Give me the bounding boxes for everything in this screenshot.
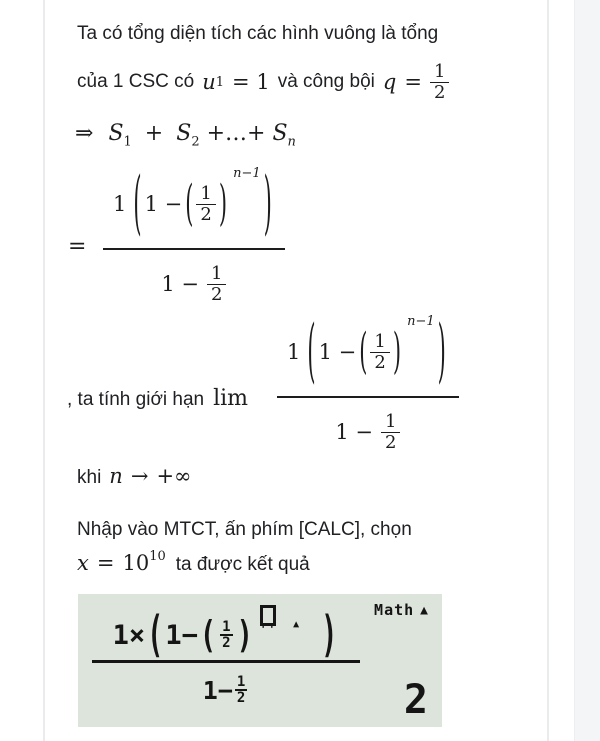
s2-subscript: 2 [191, 134, 200, 150]
left-page-border [43, 0, 45, 741]
lcd-denominator [203, 663, 250, 713]
half-numerator: 1 [374, 330, 386, 352]
var-n: n [109, 464, 123, 488]
var-x: x [77, 551, 89, 575]
lcd-one-minus: 1− [202, 675, 233, 705]
var-s1: S [108, 121, 124, 146]
one-half-fraction [207, 264, 226, 305]
calculator-screenshot [78, 594, 442, 727]
paragraph-1-line-2 [77, 54, 449, 110]
one-minus: 1 − [144, 192, 183, 216]
plus-sign: + [144, 121, 164, 146]
lcd-tick-marks: '' [259, 622, 278, 636]
lcd-half-numerator: 1 [236, 674, 246, 690]
lcd-one-half [220, 620, 232, 650]
big-right-paren: ) [437, 310, 446, 390]
half-numerator: 1 [385, 410, 397, 432]
caret-icon: ▲ [293, 618, 300, 630]
half-denominator: 2 [196, 204, 215, 225]
lcd-numerator [112, 607, 340, 663]
lim-operator: lim [213, 386, 249, 411]
u-equals-one: = 1 [232, 70, 270, 94]
half-denominator: 2 [207, 284, 226, 305]
lcd-one-minus: 1− [165, 619, 198, 651]
fraction-denominator [335, 398, 400, 458]
sn-subscript: n [287, 134, 296, 150]
lcd-half-numerator: 1 [222, 619, 231, 635]
one-half-fraction [196, 184, 215, 225]
var-u-subscript: 1 [215, 74, 225, 90]
one-minus: 1 − [318, 340, 357, 364]
one-minus: 1 − [335, 420, 373, 444]
fraction-numerator [103, 162, 285, 248]
math-mode-label: Math [374, 601, 415, 619]
lcd-exponent-area [260, 605, 299, 634]
scroll-up-indicator-icon: ▲ [420, 602, 429, 618]
equals-sign: = [96, 551, 115, 575]
big-right-paren: ) [263, 162, 272, 242]
text-ta-tinh-gioi-han: , ta tính giới hạn [67, 389, 205, 410]
inner-left-paren: ( [359, 323, 368, 379]
lcd-left-paren: ( [147, 607, 164, 663]
var-sn: S [272, 121, 288, 146]
lcd-right-paren: ) [321, 607, 338, 663]
inner-left-paren: ( [185, 175, 194, 231]
lcd-expression [92, 607, 360, 713]
half-numerator: 1 [211, 262, 223, 284]
paragraph-2-line-2 [77, 551, 310, 578]
right-arrow: → [130, 464, 149, 488]
fraction-denominator [161, 250, 226, 310]
lcd-half-denominator: 2 [222, 635, 231, 651]
big-left-paren: ( [307, 310, 316, 390]
s1-subscript: 1 [123, 134, 132, 150]
lcd-inner-left-paren: ( [199, 613, 217, 657]
exponent-n-minus-1: n−1 [233, 166, 261, 181]
var-u: u [202, 70, 216, 94]
plus-infinity: +∞ [156, 464, 192, 488]
paragraph-2-line-1: Nhập vào MTCT, ấn phím [CALC], chọn [77, 519, 412, 540]
fraction-denominator: 2 [430, 82, 449, 103]
sum-formula-line [75, 121, 296, 149]
text-cong-boi: và công bội [277, 71, 375, 93]
inner-right-paren: ) [392, 323, 402, 379]
limit-sentence [67, 384, 248, 414]
lcd-one-half [235, 675, 247, 705]
text-ta-duoc-ket-qua: ta được kết quả [175, 554, 310, 575]
inline-fraction-one-half [430, 62, 449, 103]
half-denominator: 2 [370, 352, 389, 373]
big-left-paren: ( [133, 162, 142, 242]
one-half-fraction [381, 412, 400, 453]
right-page-border [547, 0, 549, 741]
half-denominator: 2 [381, 432, 400, 453]
khi-line [77, 464, 192, 491]
geometric-sum-fraction-2 [277, 310, 459, 458]
fraction-numerator: 1 [433, 60, 446, 82]
base-ten: 10 [122, 551, 150, 575]
lcd-cursor-column [260, 605, 277, 634]
equation-equals-sign: = [68, 234, 87, 259]
lcd-mode-indicator [374, 601, 429, 619]
exponent-ten: 10 [149, 549, 166, 564]
coefficient-one: 1 [113, 192, 127, 216]
half-numerator: 1 [200, 182, 212, 204]
geometric-sum-fraction-1 [103, 162, 285, 310]
var-q: q [382, 70, 397, 94]
text-khi: khi [77, 467, 102, 488]
lcd-inner-right-paren: ) [236, 613, 253, 657]
lcd-coefficient: 1× [112, 619, 146, 651]
coefficient-one: 1 [287, 340, 301, 364]
exponent-n-minus-1: n−1 [407, 314, 435, 329]
inner-right-paren: ) [218, 175, 228, 231]
fraction-numerator [277, 310, 459, 396]
lcd-half-denominator: 2 [236, 690, 246, 706]
right-side-panel [574, 0, 600, 741]
one-minus: 1 − [161, 272, 199, 296]
lcd-result-value: 2 [403, 677, 428, 723]
one-half-fraction [370, 332, 389, 373]
implies-arrow: ⇒ [75, 121, 94, 146]
var-s2: S [176, 121, 192, 146]
q-equals-sign: = [404, 70, 422, 94]
text-cua-csc: của 1 CSC có [77, 71, 195, 93]
paragraph-1-line-1: Ta có tổng diện tích các hình vuông là tổng [77, 23, 439, 44]
ellipsis-plus: +…+ [206, 121, 266, 146]
